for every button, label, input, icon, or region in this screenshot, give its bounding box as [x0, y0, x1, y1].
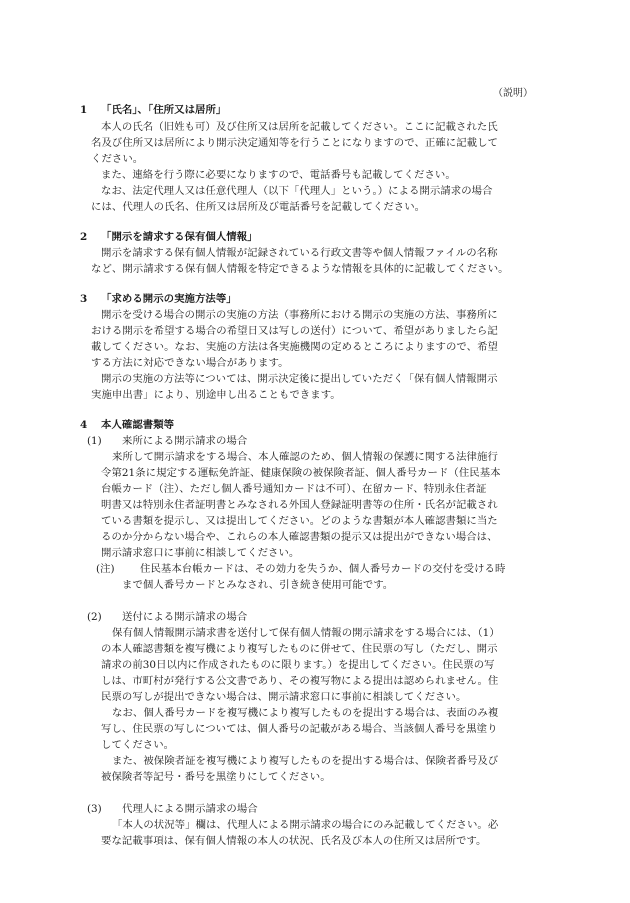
- subsection-2-line: また、被保険者証を複写機により複写したものを提出する場合は、保険者番号及び: [112, 755, 499, 767]
- subsection-1-line: 令第21条に規定する運転免許証、健康保険の被保険者証、個人番号カード（住民基本: [101, 467, 501, 479]
- section-2-number: 2: [80, 231, 88, 243]
- subsection-1-line: 明書又は特別永住者証明書とみなされる外国人登録証明書等の住所・氏名が記載され: [101, 499, 498, 511]
- subsection-3-number: (3): [87, 803, 102, 815]
- subsection-2-line: 被保険者等記号・番号を黒塗りにしてください。: [101, 771, 331, 783]
- section-1-number: 1: [80, 104, 88, 116]
- subsection-2-title: 送付による開示請求の場合: [122, 611, 248, 623]
- subsection-2-line: 請求の前30日以内に作成されたものに限ります。）を提出してください。住民票の写: [101, 659, 495, 671]
- subsection-3-title: 代理人による開示請求の場合: [122, 803, 258, 815]
- section-3-line: 実施申出書」により、別途申し出ることもできます。: [91, 389, 341, 401]
- subsection-2-line: しは、市町村が発行する公文書であり、その複写物による提出は認められません。住: [101, 675, 499, 687]
- section-3-line: 載してください。なお、実施の方法は各実施機関の定めるところによりますので、希望: [91, 341, 498, 353]
- section-1-line: なお、法定代理人又は任意代理人（以下「代理人」という。）による開示請求の場合: [101, 185, 493, 197]
- subsection-2-line: 保有個人情報開示請求書を送付して保有個人情報の開示請求をする場合には、（1）: [112, 627, 500, 639]
- section-1-title: 「氏名」、「住所又は居所」: [101, 104, 227, 116]
- note-line: まで個人番号カードとみなされ、引き続き使用可能です。: [122, 579, 394, 591]
- subsection-2-line: 民票の写しが提出できない場合は、開示請求窓口に事前に相談してください。: [101, 691, 467, 703]
- section-1-line: また、連絡を行う際に必要になりますので、電話番号も記載してください。: [101, 169, 456, 181]
- section-1-line: 名及び住所又は居所により開示決定通知等を行うことになりますので、正確に記載して: [91, 137, 498, 149]
- subsection-1-line: ている書類を提示し、又は提出してください。どのような書類が本人確認書類に当た: [101, 515, 498, 527]
- subsection-1-line: るのか分からない場合や、これらの本人確認書類の提示又は提出ができない場合は、: [101, 531, 498, 543]
- section-3-number: 3: [80, 293, 88, 305]
- note-line: 住民基本台帳カードは、その効力を失うか、個人番号カードの交付を受ける時: [140, 563, 506, 575]
- subsection-2-line: 写し、住民票の写しについては、個人番号の記載がある場合、当該個人番号を黒塗り: [101, 723, 498, 735]
- section-3-line: する方法に対応できない場合があります。: [91, 357, 289, 369]
- section-1-line: 本人の氏名（旧姓も可）及び住所又は居所を記載してください。ここに記載された氏: [101, 121, 498, 133]
- subsection-2-number: (2): [87, 611, 102, 623]
- subsection-2-line: の本人確認書類を複写機により複写したものに併せて、住民票の写し（ただし、開示: [101, 643, 498, 655]
- section-4-title: 本人確認書類等: [101, 419, 175, 431]
- subsection-2-line: なお、個人番号カードを複写機により複写したものを提出する場合は、表面のみ複: [112, 707, 499, 719]
- section-4-number: 4: [80, 419, 88, 431]
- section-3-title: 「求める開示の実施方法等」: [101, 293, 237, 305]
- subsection-2-line: してください。: [101, 739, 175, 751]
- section-2-title: 「開示を請求する保有個人情報」: [101, 231, 258, 243]
- explanation-label: （説明）: [493, 88, 533, 99]
- subsection-1-line: 来所して開示請求をする場合、本人確認のため、個人情報の保護に関する法律施行: [112, 451, 498, 463]
- subsection-1-line: 開示請求窓口に事前に相談してください。: [101, 547, 300, 559]
- subsection-1-number: (1): [87, 435, 102, 447]
- section-3-line: 開示を受ける場合の開示の実施の方法（事務所における開示の実施の方法、事務所に: [101, 309, 498, 321]
- section-1-line: ください。: [91, 153, 144, 165]
- subsection-3-line: 「本人の状況等」欄は、代理人による開示請求の場合にのみ記載してください。必: [112, 819, 499, 831]
- section-1-line: には、代理人の氏名、住所又は居所及び電話番号を記載してください。: [91, 201, 426, 213]
- subsection-3-line: 要な記載事項は、保有個人情報の本人の状況、氏名及び本人の住所又は居所です。: [101, 835, 487, 847]
- section-3-line: おける開示を希望する場合の希望日又は写しの送付）について、希望がありましたら記: [91, 325, 498, 337]
- section-3-line: 開示の実施の方法等については、開示決定後に提出していただく「保有個人情報開示: [101, 373, 498, 385]
- section-2-line: 開示を請求する保有個人情報が記録されている行政文書等や個人情報ファイルの名称: [101, 247, 498, 259]
- section-2-line: など、開示請求する保有個人情報を特定できるような情報を具体的に記載してください。: [91, 263, 509, 275]
- subsection-1-title: 来所による開示請求の場合: [122, 435, 248, 447]
- note-label: (注): [96, 563, 115, 575]
- subsection-1-line: 台帳カード（注）、ただし個人番号通知カードは不可）、在留カード、特別永住者証: [101, 483, 487, 495]
